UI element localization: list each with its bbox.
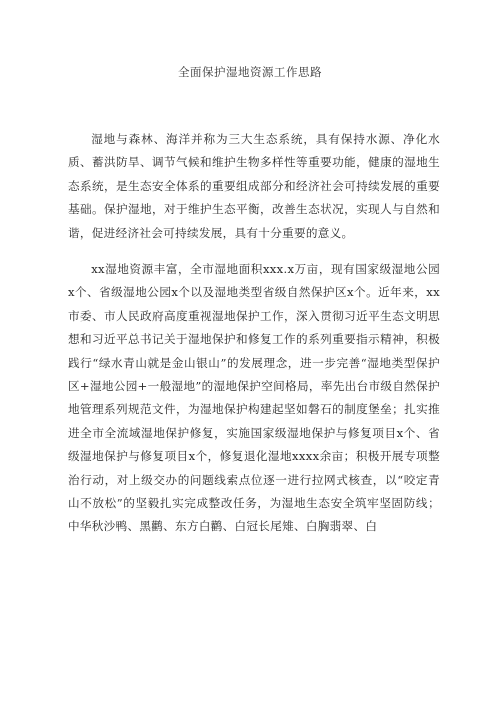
- body-paragraph: xx湿地资源丰富，全市湿地面积xxx.x万亩，现有国家级湿地公园x个、省级湿地公园x个以及湿地类型省级自然保护区x个。近年来，xx市委、市人民政府高度重视湿地保护工作，深入贯彻习近平生态文明思想和习近平总书记关于湿地保护和修复工作的系列重要指示精神，积极践行“绿水青山就是金山银山”的发展理念，进一步完善“湿地类型保护区+湿地公园+一般湿地”的湿地保护空间格局，率先出台市级自然保护地管理系列规范文件，为湿地保护构建起坚如磐石的制度堡垒；扎实推进全市全流域湿地保护修复，实施国家级湿地保护与修复项目x个、省级湿地保护与修复项目x个，修复退化湿地xxxx余亩；积极开展专项整治行动，对上级交办的问题线索点位逐一进行拉网式核查，以“咬定青山不放松”的坚毅扎实完成整改任务，为湿地生态安全筑牢坚固防线；中华秋沙鸭、黑鹳、东方白鹳、白冠长尾雉、白胸翡翠、白: [68, 262, 440, 534]
- body-paragraph: 湿地与森林、海洋并称为三大生态系统，具有保持水源、净化水质、蓄洪防旱、调节气候和维护生物多样性等重要功能，健康的湿地生态系统，是生态安全体系的重要组成部分和经济社会可持续发展的重要基础。保护湿地，对于维护生态平衡，改善生态状况，实现人与自然和谐，促进经济社会可持续发展，具有十分重要的意义。: [68, 132, 440, 240]
- document-title: 全面保护湿地资源工作思路: [178, 65, 322, 79]
